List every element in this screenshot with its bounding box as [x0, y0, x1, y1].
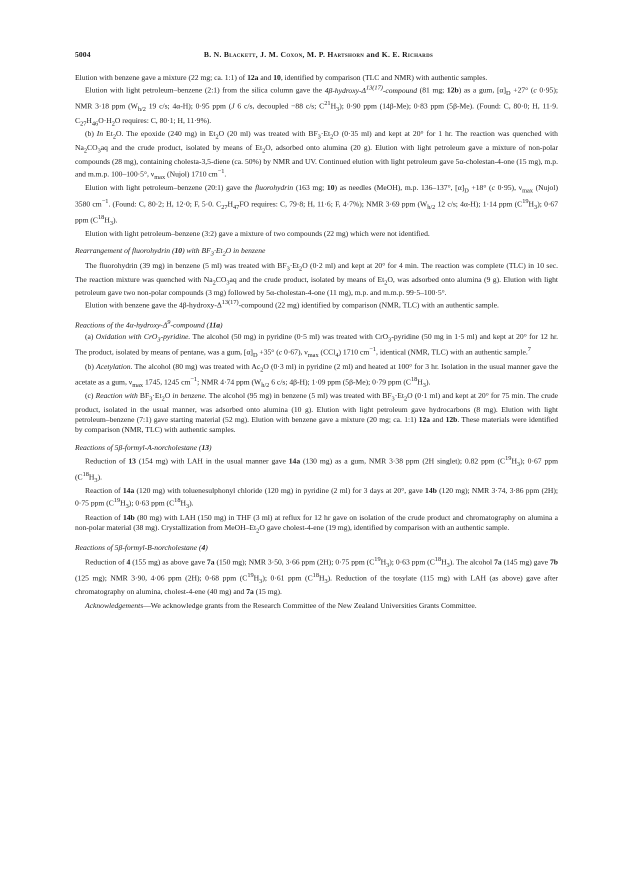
- paragraph: Reduction of 13 (154 mg) with LAH in the usual manner gave 14a (130 mg) as a gum, NMR 3·38 ppm (2H singlet); 0.82 ppm $(C^{19}H_3)$; 0·67 ppm $(C^{18}H_3)$.: [75, 454, 558, 485]
- paragraph: The fluorohydrin (39 mg) in benzene (5 ml) was treated with $BF_3\cdot Et_2O$ (0·2 ml) and kept at 20° for 4 min. The reaction was complete (TLC) in 10 sec. The reaction mixture was quenched with $Na_2CO_3aq$ and the crude product, isolated by means of $Et_2O$, was adsorbed onto alumina (9 g). Elution with light petroleum gave two non-polar compounds (3 mg) followed by 5α-cholestan-4-one (11 mg), m.p. and m.m.p. 99·5–100·5°.: [75, 260, 559, 298]
- section-heading: Reactions of 5β-formyl-B-norcholestane (4): [75, 543, 208, 553]
- paragraph: (b) In $Et_2O$. The epoxide (240 mg) in $Et_2O$ (20 ml) was treated with $BF_3\cdot Et_2O$ (0·35 ml) and kept at 20° for 1 hr. The reaction was quenched with $Na_2CO_3aq$ and the crude product, isolated by means of $Et_2O$, adsorbed onto alumina (20 g). Elution with light petroleum gave a mixture of non-polar compounds (28 mg), containing cholesta-3,5-diene (ca. 50%) by NMR and UV. Continued elution with light petroleum gave 5α-cholestan-4-one (15 mg), m.p. and m.m.p. 100–100·5°, $\nu_{max}$ (Nujol) 1710 $cm^{-1}$.: [75, 129, 559, 181]
- running-header: [75, 50, 558, 59]
- paragraph: Reaction of 14a (120 mg) with toluenesulphonyl chloride (120 mg) in pyridine (2 ml) for 3 days at 20°, gave 14b (120 mg); NMR 3·74, 3·86 ppm (2H); 0·75 ppm $(C^{19}H_3)$; 0·63 ppm $(C^{18}H_3)$.: [75, 486, 558, 511]
- paragraph: (b) Acetylation. The alcohol (80 mg) was treated with $Ac_2O$ (0·3 ml) in pyridine (2 ml) and heated at 100° for 3 hr. Isolation in the usual manner gave the acetate as a gum, $\nu_{max}$ 1745, 1245 $cm^{-1}$; NMR 4·74 ppm ($W_{h/2}$ 6 c/s; 4β-H); 1·09 ppm (5β-Me); 0·79 ppm $(C^{18}H_3)$.: [75, 361, 558, 390]
- section-heading: Reactions of the $4\alpha-hydroxy-\Delta^9$-compound (11a): [75, 319, 223, 330]
- experimental-text: [75, 73, 558, 611]
- journal-page: [75, 50, 558, 611]
- page-number: 5004: [75, 50, 91, 59]
- paragraph: Reaction of 14b (80 mg) with LAH (150 mg) in THF (3 ml) at reflux for 12 hr gave on isolation of the crude product and chromatography on alumina a non-polar material (38 mg). Crystallization from MeOH–$Et_2O$ gave cholest-4-ene (19 mg), identified by comparison with an authentic sample.: [75, 512, 558, 535]
- paragraph: Elution with light petroleum–benzene (3:2) gave a mixture of two compounds (22 mg) which were not identified.: [85, 229, 430, 239]
- paragraph: Elution with light petroleum–benzene (2:1) from the silica column gave the $4\beta-hydroxy-\Delta^{13(17)}$-compound (81 mg; 12b) as a gum, $[\alpha]_D +27^\circ$ (c 0·95); NMR 3·18 ppm ($W_{h/2}$ 19 c/s; 4α-H); 0·95 ppm (J 6 c/s, decoupled −88 c/s; $C^{21}H_3$); 0·90 ppm (14β-Me); 0·83 ppm (5β-Me). (Found: C, 80·0; H, 11·9. $C_{27}H_{46}O\cdot H_2O$ requires: C, 80·1; H, 11·9%).: [75, 84, 558, 128]
- section-heading: Rearrangement of fluorohydrin (10) with $BF_3\cdot Et_2O$ in benzene: [75, 246, 266, 258]
- paragraph: Reduction of 4 (155 mg) as above gave 7a (150 mg); NMR 3·50, 3·66 ppm (2H); 0·75 ppm $(C^{19}H_3)$; 0·63 ppm $(C^{18}H_3)$. The alcohol 7a (145 mg) gave 7b (125 mg); NMR 3·90, 4·06 ppm (2H); 0·68 ppm $(C^{19}H_3)$; 0·61 ppm $(C^{18}H_3)$. Reduction of the tosylate (115 mg) with LAH (as above) gave after chromatography on alumina, cholest-4-ene (40 mg) and 7a (15 mg).: [75, 555, 558, 596]
- paragraph: (a) Oxidation with CrO$_3$-pyridine. The alcohol (50 mg) in pyridine (0·5 ml) was treated with CrO$_3$-pyridine (50 mg in 1·5 ml) and kept at 20° for 12 hr. The product, isolated by means of pentane, was a gum, $[\alpha]_D +35^\circ$ (c 0·67), $\nu_{max}$ (CCl$_4$) 1710 $cm^{-1}$, identical (NMR, TLC) with an authentic sample.$^7$: [75, 331, 558, 360]
- paragraph: (c) Reaction with $BF_3\cdot Et_2O$ in benzene. The alcohol (95 mg) in benzene (5 ml) was treated with $BF_3\cdot Et_2O$ (0·1 ml) and kept at 20° for 75 min. The crude product, isolated in the usual manner, was adsorbed onto alumina (10 g). Elution with light petroleum gave hydrocarbons (8 mg). Elution with light petroleum–benzene (7:1) gave starting material (52 mg). Elution with benzene gave a mixture (20 mg; ca. 1:1) 12a and 12b. These materials were identified by comparison (NMR, TLC) with authentic samples.: [75, 391, 559, 435]
- paragraph: Elution with light petroleum–benzene (20:1) gave the fluorohydrin (163 mg; 10) as needles (MeOH), m.p. 136–137°, $[\alpha]_D +18^\circ$ (c 0·95), $\nu_{max}$ (Nujol) 3580 $cm^{-1}$. (Found: C, 80·2; H, 12·0; F, 5·0. $C_{27}H_{47}FO$ requires: C, 79·8; H, 11·6; F, 4·7%); NMR 3·69 ppm ($W_{h/2}$ 12 c/s; 4α-H); 1·14 ppm $(C^{19}H_3)$; 0·67 ppm $(C^{18}H_3)$.: [75, 182, 558, 227]
- running-authors: B. N. Blackett, J. M. Coxon, M. P. Hartshorn and K. E. Richards: [203, 50, 434, 59]
- section-heading: Reactions of 5β-formyl-A-norcholestane (13): [75, 442, 212, 452]
- paragraph: Elution with benzene gave the $4\beta-hydroxy-\Delta^{13(17)}$-compound (22 mg) identified by comparison (NMR, TLC) with an authentic sample.: [85, 299, 499, 310]
- paragraph: Acknowledgements—We acknowledge grants from the Research Committee of the New Zealand Universities Grants Committee.: [85, 601, 477, 611]
- paragraph: Elution with benzene gave a mixture (22 mg; ca. 1:1) of 12a and 10, identified by comparison (TLC and NMR) with authentic samples.: [75, 73, 488, 82]
